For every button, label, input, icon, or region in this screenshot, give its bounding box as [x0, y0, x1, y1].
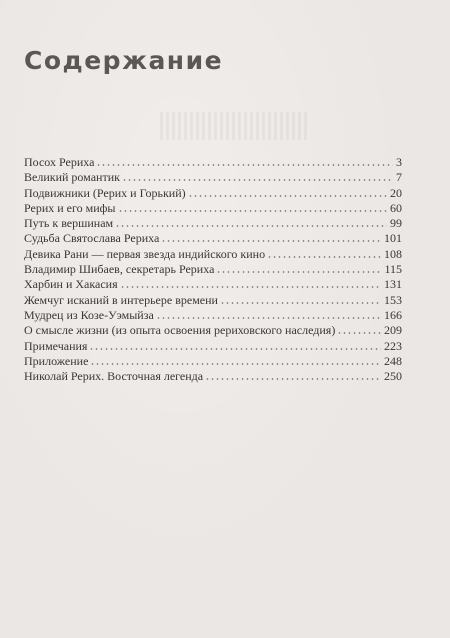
toc-entry-page-number: 223 — [384, 338, 402, 353]
toc-entry-title: Мудрец из Козе-Уэмыйза — [24, 307, 154, 322]
page-title: Содержание — [24, 46, 224, 75]
toc-entry-page-number: 115 — [384, 262, 402, 277]
toc-entry — [24, 216, 402, 231]
toc-entry — [24, 293, 402, 308]
toc-entry — [24, 201, 402, 216]
toc-entry-title: Подвижники (Рерих и Горький) — [24, 185, 186, 200]
dot-leader — [267, 256, 381, 258]
bleed-through-texture — [160, 112, 310, 140]
toc-entry — [24, 155, 402, 170]
toc-entry-title: Девика Рани — первая звезда индийского кино — [24, 246, 266, 261]
toc-entry-title: Приложение — [24, 353, 89, 368]
dot-leader — [161, 240, 381, 242]
dot-leader — [337, 332, 381, 334]
toc-entry-page-number: 101 — [384, 231, 402, 246]
dot-leader — [90, 363, 381, 365]
toc-entry-page-number: 153 — [384, 292, 402, 307]
toc-entry-title: Примечания — [24, 338, 88, 353]
toc-entry-page-number: 20 — [390, 185, 402, 200]
toc-entry-page-number: 248 — [384, 353, 402, 368]
dot-leader — [216, 271, 381, 273]
toc-entry — [24, 186, 402, 201]
dot-leader — [89, 348, 381, 350]
dot-leader — [122, 179, 393, 181]
toc-entry-page-number: 250 — [384, 369, 402, 384]
toc-entry-page-number: 99 — [390, 216, 402, 231]
toc-entry-title: Харбин и Хакасия — [24, 277, 118, 292]
toc-entry-page-number: 108 — [384, 246, 402, 261]
toc-entry — [24, 323, 402, 338]
toc-entry — [24, 277, 402, 292]
toc-entry-page-number: 3 — [396, 155, 402, 169]
toc-entry — [24, 369, 402, 384]
toc-entry-page-number: 7 — [396, 170, 402, 185]
toc-entry — [24, 231, 402, 246]
toc-entry-title: Владимир Шибаев, секретарь Рериха — [24, 262, 215, 277]
toc-entry-title: Путь к вершинам — [24, 216, 114, 231]
toc-entry-title: Посох Рериха — [24, 155, 95, 169]
dot-leader — [96, 164, 393, 166]
toc-entry — [24, 262, 402, 277]
toc-entry — [24, 247, 402, 262]
dot-leader — [220, 302, 381, 304]
dot-leader — [120, 286, 381, 288]
toc-entry — [24, 354, 402, 369]
toc-entry-title: Судьба Святослава Рериха — [24, 231, 160, 246]
dot-leader — [156, 317, 381, 319]
toc-entry — [24, 170, 402, 185]
dot-leader — [115, 225, 387, 227]
toc-entry-title: Жемчуг исканий в интерьере времени — [24, 292, 218, 307]
toc-entry-title: Николай Рерих. Восточная легенда — [24, 369, 204, 384]
toc-entry-page-number: 209 — [384, 323, 402, 338]
dot-leader — [188, 195, 387, 197]
toc-entry-page-number: 60 — [390, 200, 402, 215]
toc-entry-title: О смысле жизни (из опыта освоения рериховского наследия) — [24, 323, 336, 338]
table-of-contents — [24, 155, 402, 384]
dot-leader — [205, 378, 381, 380]
toc-entry-page-number: 131 — [384, 277, 402, 292]
toc-entry-page-number: 166 — [384, 307, 402, 322]
toc-entry — [24, 339, 402, 354]
toc-entry — [24, 308, 402, 323]
toc-entry-title: Рерих и его мифы — [24, 200, 116, 215]
dot-leader — [118, 210, 388, 212]
toc-entry-title: Великий романтик — [24, 170, 120, 185]
